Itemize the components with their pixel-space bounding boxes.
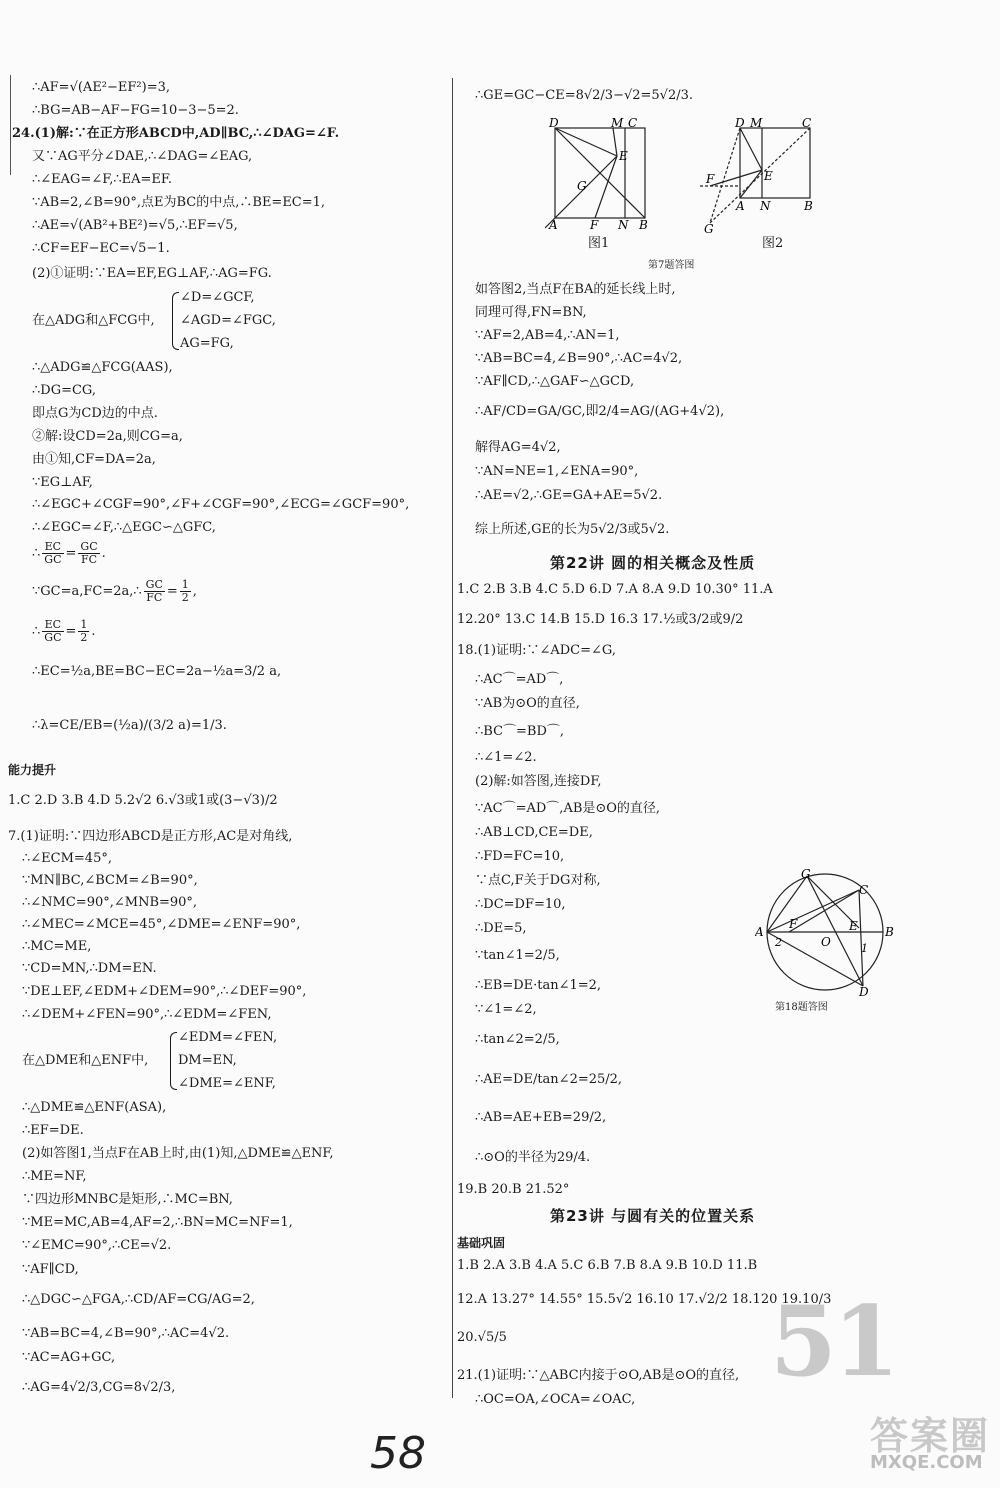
text-line: ∴△DME≌△ENF(ASA),	[22, 1100, 167, 1115]
label-E: E	[849, 919, 858, 933]
denominator: 2	[181, 591, 189, 604]
label-F: F	[590, 218, 599, 232]
label-D: D	[549, 118, 559, 130]
system-line: AG=FG,	[180, 336, 234, 351]
system-label: 在△ADG和△FCG中,	[32, 313, 155, 328]
text-line: ∴CF=EF−EC=√5−1.	[32, 241, 170, 256]
text: .	[91, 624, 96, 639]
text-line: ∵tan∠1=2/5,	[475, 948, 560, 963]
numerator: 1	[80, 618, 88, 631]
text-line: ∴tan∠2=2/5,	[475, 1032, 560, 1047]
text-line: ∵∠EMC=90°,∴CE=√2.	[22, 1238, 172, 1253]
text-line: ∴∠EGC=∠F,∴△EGC∽△GFC,	[32, 520, 216, 535]
system-line: ∠D=∠GCF,	[180, 290, 255, 305]
figure-caption: 第18题答图	[775, 1002, 828, 1013]
answer-line: 1.C 2.D 3.B 4.D 5.2√2 6.√3或1或(3−√3)/2	[8, 793, 278, 808]
text-line: 如答图2,当点F在BA的延长线上时,	[475, 282, 676, 297]
column-divider	[452, 78, 453, 1398]
label-B: B	[885, 925, 894, 939]
figure-1-caption: 图1	[588, 236, 610, 251]
fraction-line	[32, 618, 96, 646]
brace	[172, 292, 179, 350]
answer-line: 1.B 2.A 3.B 4.A 5.C 6.B 7.B 8.A 9.B 10.D 11.B	[457, 1258, 758, 1273]
label-G: G	[704, 222, 714, 236]
text-line: ∴AF/CD=GA/GC,即2/4=AG/(AG+4√2),	[475, 404, 725, 419]
text-line: ∵AB=BC=4,∠B=90°,∴AC=4√2,	[475, 351, 683, 366]
text-line: ∴AB⊥CD,CE=DE,	[475, 825, 593, 840]
fraction	[78, 619, 89, 644]
text-line: (2)如答图1,当点F在AB上时,由(1)知,△DME≌△ENF,	[22, 1146, 334, 1161]
answer-line: 12.20° 13.C 14.B 15.D 16.3 17.½或3/2或9/2	[457, 612, 744, 627]
label-angle-2: 2	[775, 936, 782, 949]
text-line: ∴⊙O的半径为29/4.	[475, 1150, 591, 1165]
numerator: EC	[42, 619, 63, 632]
text-line: ∵四边形MNBC是矩形,∴MC=BN,	[22, 1192, 233, 1207]
text-line: 解得AG=4√2,	[475, 440, 561, 455]
figure-2-labels	[700, 118, 820, 236]
system-line: ∠EDM=∠FEN,	[178, 1030, 278, 1045]
lecture-23-heading: 第23讲 与圆有关的位置关系	[550, 1207, 756, 1225]
label-G: G	[577, 179, 587, 193]
fraction	[42, 541, 63, 566]
system-label: 在△DME和△ENF中,	[22, 1053, 149, 1068]
label-B: B	[639, 218, 648, 232]
text-line: ∴∠ECM=45°,	[22, 851, 112, 866]
text-line: ∴△DGC∽△FGA,∴CD/AF=CG/AG=2,	[22, 1292, 255, 1307]
text-line: ∵点C,F关于DG对称,	[475, 873, 601, 888]
label-F: F	[789, 917, 798, 931]
text: =	[166, 584, 178, 599]
watermark-logo: 答案圈	[870, 1414, 991, 1458]
section-heading: 基础巩固	[457, 1236, 506, 1250]
numerator: 1	[181, 578, 189, 591]
text: ∴	[32, 546, 41, 561]
section-heading: 能力提升	[8, 763, 57, 777]
text: ,	[192, 584, 197, 599]
figure-18-labels	[755, 868, 895, 996]
problem-24: 24.(1)解:∵在正方形ABCD中,AD∥BC,∴∠DAG=∠F.	[12, 126, 340, 141]
text-line: ∵∠1=∠2,	[475, 1002, 537, 1017]
fraction	[144, 579, 165, 604]
label-C: C	[628, 118, 638, 130]
text-line: ∴∠NMC=90°,∠MNB=90°,	[22, 895, 198, 910]
text-line: ∵AF=2,AB=4,∴AN=1,	[475, 328, 620, 343]
text-line: ∴DC=DF=10,	[475, 897, 566, 912]
text-line: ∴EB=DE·tan∠1=2,	[475, 978, 602, 993]
text-line: ∵AF∥CD,∴△GAF∽△GCD,	[475, 374, 635, 389]
answer-line: 19.B 20.B 21.52°	[457, 1182, 570, 1197]
text-line: ∴∠MEC=∠MCE=45°,∠DME=∠ENF=90°,	[22, 917, 301, 932]
answer-line: 12.A 13.27° 14.55° 15.5√2 16.10 17.√2/2 18.120 19.10/3	[457, 1292, 832, 1307]
text-line: ∴ME=NF,	[22, 1169, 87, 1184]
denominator: FC	[146, 591, 163, 604]
numerator: EC	[42, 541, 63, 554]
text: .	[101, 546, 106, 561]
text-line: ∴AB=AE+EB=29/2,	[475, 1110, 607, 1125]
figure-1-labels	[545, 118, 655, 236]
text-line: ②解:设CD=2a,则CG=a,	[32, 429, 183, 444]
text-line: ∵AB=2,∠B=90°,点E为BC的中点,∴BE=EC=1,	[32, 195, 326, 210]
text-line: (2)①证明:∵EA=EF,EG⊥AF,∴AG=FG.	[32, 266, 272, 281]
fraction-line	[32, 578, 197, 606]
figure-caption: 第7题答图	[648, 260, 695, 271]
text-line: ∴AF=√(AE²−EF²)=3,	[32, 80, 170, 95]
text-line: ∵AB为⊙O的直径,	[475, 696, 580, 711]
text-line: ∴EF=DE.	[22, 1123, 84, 1138]
text-line: ∵AF∥CD,	[22, 1262, 79, 1277]
label-D: D	[735, 118, 745, 130]
fraction-line	[32, 540, 106, 568]
text: =	[65, 546, 77, 561]
text-line: ∵AN=NE=1,∠ENA=90°,	[475, 464, 639, 479]
label-A: A	[736, 199, 745, 213]
text-line: ∴∠EAG=∠F,∴EA=EF.	[32, 172, 172, 187]
label-N: N	[618, 218, 629, 232]
label-E: E	[764, 169, 773, 183]
text-line: ∴AC⌒=AD⌒,	[475, 672, 564, 687]
denominator: FC	[80, 553, 98, 566]
text-line: ∴AG=4√2/3,CG=8√2/3,	[22, 1380, 176, 1395]
text-line: ∵CD=MN,∴DM=EN.	[22, 961, 157, 976]
watermark-url: MXQE.COM	[870, 1452, 983, 1473]
figure-2-caption: 图2	[762, 236, 784, 251]
label-F: F	[706, 172, 715, 186]
numerator: GC	[80, 540, 98, 553]
text-line: ∵ME=MC,AB=4,AF=2,∴BN=MC=NF=1,	[22, 1215, 293, 1230]
label-G: G	[801, 868, 811, 881]
text: ∵GC=a,FC=2a,∴	[32, 584, 142, 599]
fraction	[180, 579, 191, 604]
problem-21: 21.(1)证明:∵△ABC内接于⊙O,AB是⊙O的直径,	[457, 1368, 740, 1383]
text-line: 同理可得,FN=BN,	[475, 305, 587, 320]
label-O: O	[821, 935, 831, 949]
text-line: ∴λ=CE/EB=(½a)/(3/2 a)=1/3.	[32, 718, 227, 733]
fraction	[78, 541, 99, 566]
brace	[170, 1032, 177, 1090]
text-line: ∴EC=½a,BE=BC−EC=2a−½a=3/2 a,	[32, 664, 282, 679]
printed-page-number: 51	[770, 1285, 896, 1398]
label-M: M	[750, 118, 763, 130]
answer-line: 1.C 2.B 3.B 4.C 5.D 6.D 7.A 8.A 9.D 10.30° 11.A	[457, 582, 773, 597]
text-line: ∴∠DEM+∠FEN=90°,∴∠EDM=∠FEN,	[22, 1007, 272, 1022]
system-line: DM=EN,	[178, 1053, 237, 1068]
text-line: ∴△ADG≌△FCG(AAS),	[32, 360, 173, 375]
text-line: ∵EG⊥AF,	[32, 475, 93, 490]
text-line: ∴DE=5,	[475, 921, 527, 936]
text-line: 综上所述,GE的长为5√2/3或5√2.	[475, 522, 670, 537]
text-line: ∵DE⊥EF,∠EDM+∠DEM=90°,∴∠DEF=90°,	[22, 984, 307, 999]
problem-18: 18.(1)证明:∵∠ADC=∠G,	[457, 643, 616, 658]
label-angle-1: 1	[861, 942, 868, 955]
text-line: ∵MN∥BC,∠BCM=∠B=90°,	[22, 873, 198, 888]
text-line: ∵AC⌒=AD⌒,AB是⊙O的直径,	[475, 801, 661, 816]
label-B: B	[804, 199, 813, 213]
text-line: ∵AB=BC=4,∠B=90°,∴AC=4√2.	[22, 1326, 230, 1341]
text-line: ∴GE=GC−CE=8√2/3−√2=5√2/3.	[475, 88, 694, 103]
text-line: ∴OC=OA,∠OCA=∠OAC,	[475, 1392, 636, 1407]
lecture-22-heading: 第22讲 圆的相关概念及性质	[550, 554, 756, 572]
text: ∴	[32, 624, 41, 639]
denominator: 2	[80, 631, 88, 644]
fraction	[42, 619, 63, 644]
system-line: ∠DME=∠ENF,	[178, 1076, 276, 1091]
denominator: GC	[44, 631, 62, 644]
text-line: 又∵AG平分∠DAE,∴∠DAG=∠EAG,	[32, 149, 253, 164]
text-line: ∴∠1=∠2.	[475, 750, 537, 765]
text-line: ∴AE=DE/tan∠2=25/2,	[475, 1072, 623, 1087]
system-line: ∠AGD=∠FGC,	[180, 313, 276, 328]
text-line: ∴∠EGC+∠CGF=90°,∠F+∠CGF=90°,∠ECG=∠GCF=90°,	[32, 497, 410, 512]
label-C: C	[859, 883, 869, 897]
text-line: (2)解:如答图,连接DF,	[475, 774, 602, 789]
text-line: ∴MC=ME,	[22, 939, 92, 954]
text-line: ∵AC=AG+GC,	[22, 1350, 116, 1365]
label-A: A	[755, 925, 764, 939]
answer-line: 20.√5/5	[457, 1330, 507, 1345]
handwritten-page-number: 58	[370, 1428, 426, 1479]
numerator: GC	[145, 578, 163, 591]
text-line: 由①知,CF=DA=2a,	[32, 452, 156, 467]
text-line: ∴DG=CG,	[32, 383, 96, 398]
text-line: ∴BC⌒=BD⌒,	[475, 724, 565, 739]
denominator: GC	[44, 553, 62, 566]
text: =	[65, 624, 77, 639]
text-line: ∴BG=AB−AF−FG=10−3−5=2.	[32, 103, 239, 118]
text-line: 即点G为CD边的中点.	[32, 406, 158, 421]
left-margin-mark	[10, 75, 11, 175]
text-line: ∴AE=√2,∴GE=GA+AE=5√2.	[475, 488, 663, 503]
label-M: M	[611, 118, 624, 130]
problem-7: 7.(1)证明:∵四边形ABCD是正方形,AC是对角线,	[8, 829, 293, 844]
label-C: C	[802, 118, 812, 130]
label-N: N	[760, 199, 771, 213]
text-line: ∴FD=FC=10,	[475, 849, 565, 864]
text-line: ∴AE=√(AB²+BE²)=√5,∴EF=√5,	[32, 218, 238, 233]
label-E: E	[619, 149, 628, 163]
label-D: D	[859, 985, 869, 996]
label-A: A	[549, 218, 558, 232]
